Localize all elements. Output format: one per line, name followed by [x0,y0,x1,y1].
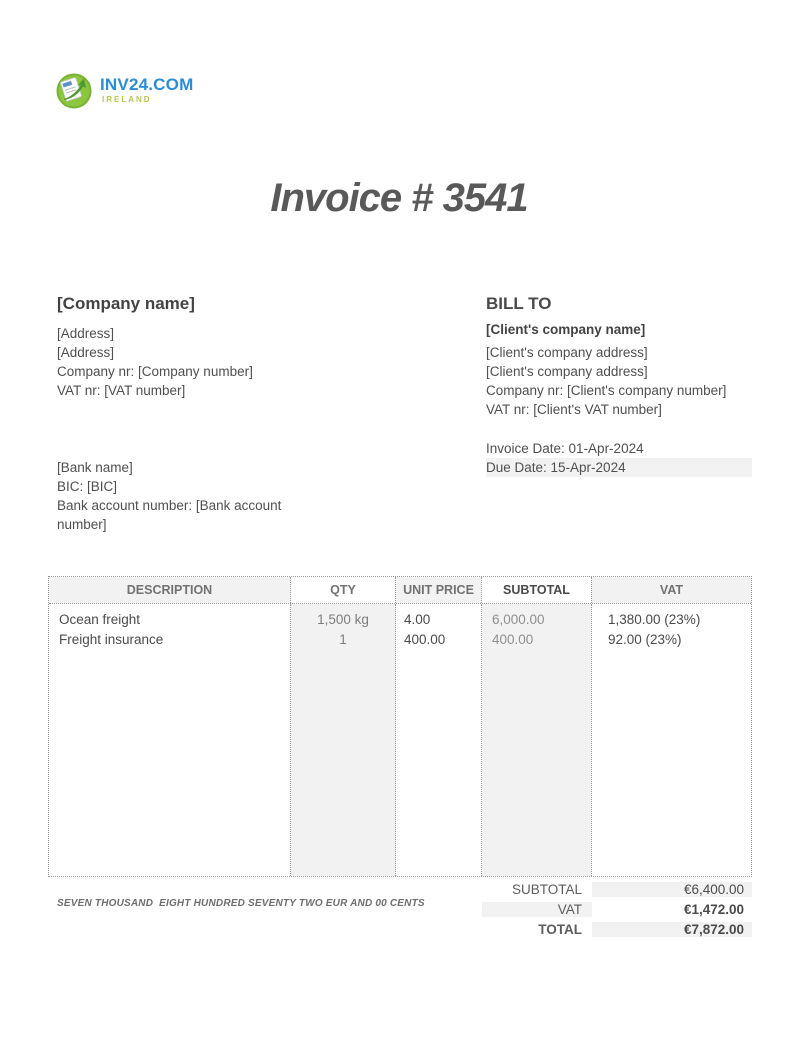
subtotal-label: SUBTOTAL [511,881,582,897]
client-address-1: [Client's company address] [486,345,648,360]
bank-name: [Bank name] [57,460,133,475]
total-value: €7,872.00 [592,922,752,937]
column-unit-price [396,604,482,876]
client-address-2: [Client's company address] [486,364,648,379]
col-header-description: DESCRIPTION [49,577,291,603]
dates-block [486,439,752,477]
due-date-row: Due Date: 15-Apr-2024 [486,458,752,477]
brand-region: IRELAND [102,95,152,104]
items-table-header [49,577,751,604]
item-description: Freight insurance [59,632,164,647]
bank-block [57,458,302,534]
seller-name: [Company name] [57,294,195,313]
totals-subtotal-row [482,879,752,899]
totals-vat-row [482,899,752,919]
item-vat: 92.00 (23%) [608,632,682,647]
item-subtotal: 6,000.00 [492,612,545,627]
bank-bic: BIC: [BIC] [57,479,118,494]
col-header-unit-price: UNIT PRICE [396,577,482,603]
item-qty: 1,500 kg [317,612,369,627]
col-header-vat: VAT [592,577,751,603]
item-subtotal: 400.00 [492,632,534,647]
column-vat [592,604,751,876]
column-subtotal [482,604,592,876]
items-table [48,576,752,877]
page-title: Invoice # 3541 [270,176,528,220]
invoice-arrow-icon [54,70,94,110]
total-label: TOTAL [538,921,582,937]
vat-value: €1,472.00 [683,901,744,917]
vat-label: VAT [482,902,592,917]
seller-address-2: [Address] [57,345,115,360]
seller-block [57,294,367,400]
brand-text [100,76,193,104]
totals-total-row [482,919,752,939]
subtotal-value: €6,400.00 [592,882,752,897]
item-vat: 1,380.00 (23%) [608,612,701,627]
seller-address-1: [Address] [57,326,115,341]
bill-to-block [486,294,766,419]
column-qty [291,604,396,876]
seller-vat-nr: VAT nr: [VAT number] [57,383,186,398]
client-name: [Client's company name] [486,322,646,337]
col-header-qty: QTY [291,577,396,603]
item-description: Ocean freight [59,612,141,627]
item-qty: 1 [339,632,347,647]
brand-name: INV24.COM [100,75,194,94]
seller-company-nr: Company nr: [Company number] [57,364,253,379]
client-company-nr: Company nr: [Client's company number] [486,383,727,398]
amount-in-words: SEVEN THOUSAND EIGHT HUNDRED SEVENTY TWO EUR AND 00 CENTS [57,898,425,909]
brand-logo [54,70,193,110]
bank-account: Bank account number: [Bank account number] [57,498,282,532]
bill-to-heading: BILL TO [486,294,552,313]
col-header-subtotal: SUBTOTAL [482,577,592,603]
item-unit-price: 400.00 [404,632,446,647]
column-description [49,604,291,876]
items-table-body [49,604,751,876]
invoice-date-row: Invoice Date: 01-Apr-2024 [486,441,644,456]
client-vat-nr: VAT nr: [Client's VAT number] [486,402,662,417]
item-unit-price: 4.00 [404,612,431,627]
totals-block [482,879,752,939]
